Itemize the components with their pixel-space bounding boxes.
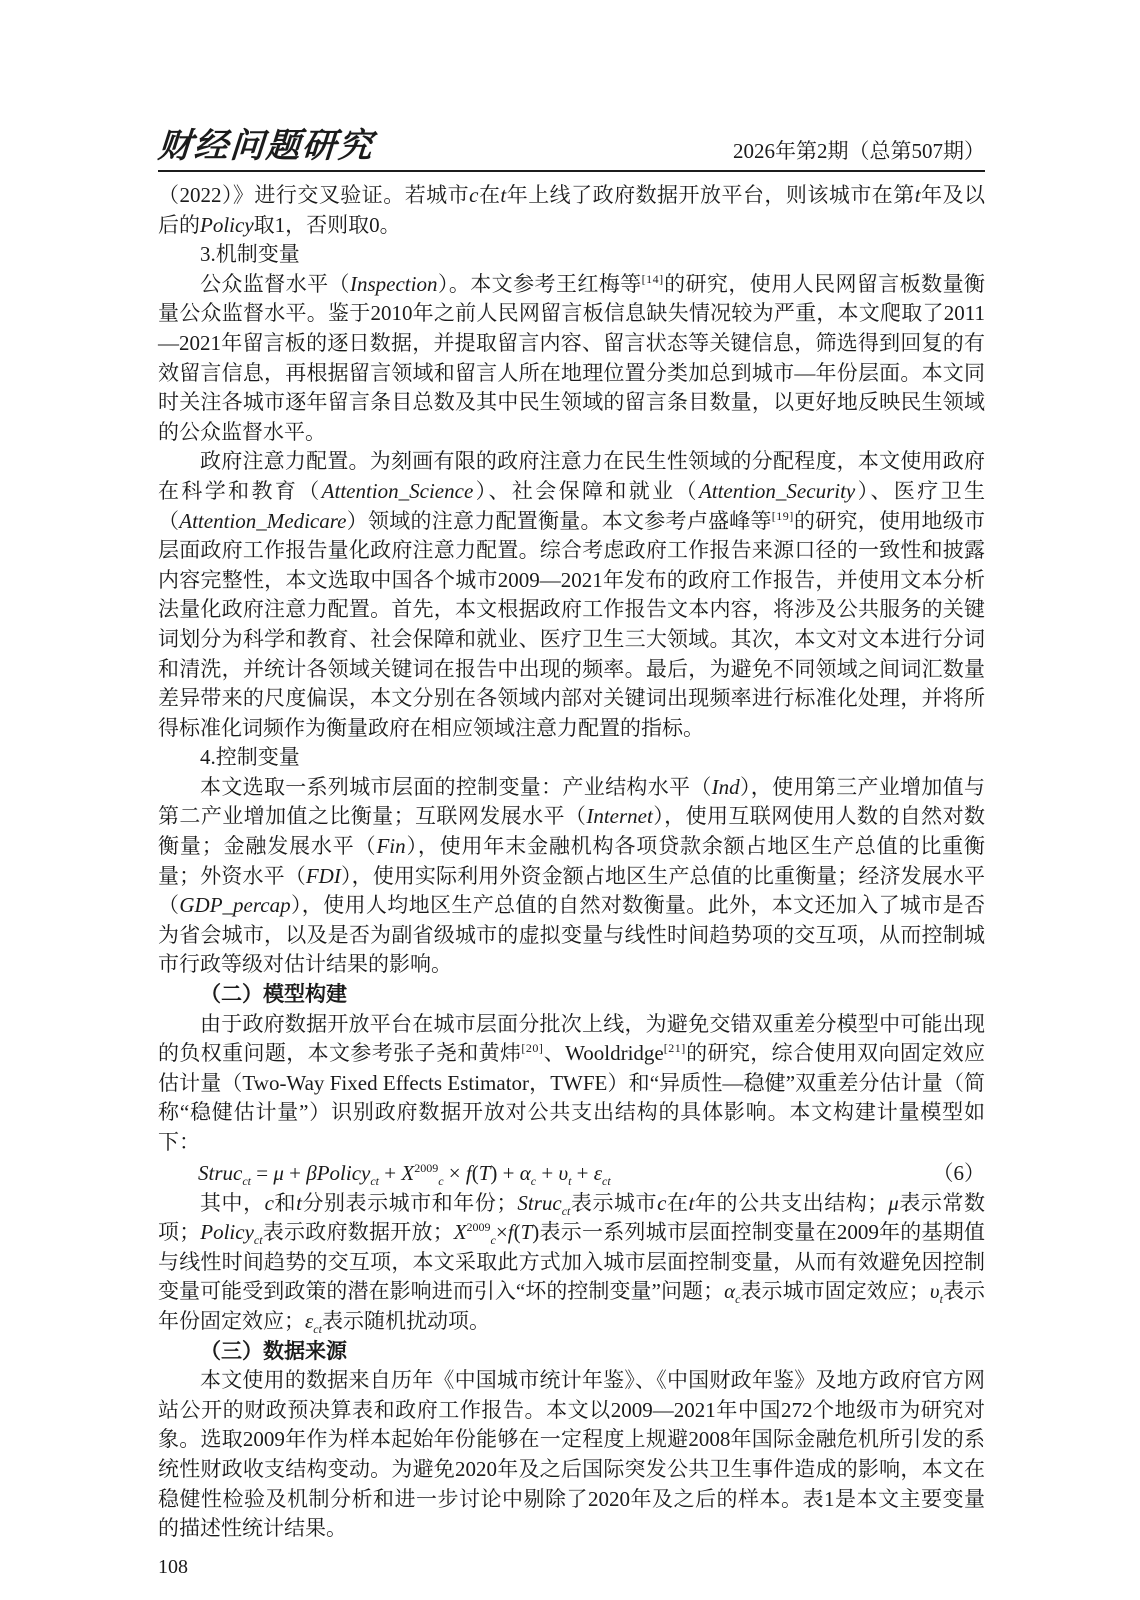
equation: Struc$_{ct}$ = μ + βPolicy$_{ct}$ + $X^{2009}_c \times f(T) + \alpha_c + \upsilon_t + \varepsilon_{ct}$ （6） <box>158 1158 985 1189</box>
paragraph: 由于政府数据开放平台在城市层面分批次上线，为避免交错双重差分模型中可能出现的负权重问题，本文参考张子尧和黄炜[20]、Wooldridge[21]的研究，综合使用双向固定效应估计量（Two-Way Fixed Effects Estimator，TWFE）和“异质性—稳健”双重差分估计量（简称“稳健估计量”）识别政府数据开放对公共支出结构的具体影响。本文构建计量模型如下： <box>158 1011 985 1154</box>
page-number: 108 <box>158 1555 188 1578</box>
section-heading: （三）数据来源 <box>200 1339 347 1363</box>
page-footer <box>158 1556 985 1579</box>
article-body <box>158 181 985 1544</box>
sub-heading: 3.机制变量 <box>200 242 300 267</box>
sub-heading: 4.控制变量 <box>200 745 300 770</box>
paragraph: 本文选取一系列城市层面的控制变量：产业结构水平（Ind），使用第三产业增加值与第二产业增加值之比衡量；互联网发展水平（Internet），使用互联网使用人数的自然对数衡量；金融发展水平（Fin），使用年末金融机构各项贷款余额占地区生产总值的比重衡量；外资水平（FDI），使用实际利用外资金额占地区生产总值的比重衡量；经济发展水平（GDP_percap），使用人均地区生产总值的自然对数衡量。此外，本文还加入了城市是否为省会城市，以及是否为副省级城市的虚拟变量与线性时间趋势项的交互项，从而控制城市行政等级对估计结果的影响。 <box>158 774 986 977</box>
paragraph: （2022）》进行交叉验证。若城市c在t年上线了政府数据开放平台，则该城市在第t年及以后的Policy取1，否则取0。 <box>158 183 986 237</box>
paragraph: 政府注意力配置。为刻画有限的政府注意力在民生性领域的分配程度，本文使用政府在科学和教育（Attention_Science）、社会保障和就业（Attention_Security）、医疗卫生（Attention_Medicare）领域的注意力配置衡量。本文参考卢盛峰等[19]的研究，使用地级市层面政府工作报告量化政府注意力配置。综合考虑政府工作报告来源口径的一致性和披露内容完整性，本文选取中国各个城市2009—2021年发布的政府工作报告，并使用文本分析法量化政府注意力配置。首先，本文根据政府工作报告文本内容，将涉及公共服务的关键词划分为科学和教育、社会保障和就业、医疗卫生三大领域。其次，本文对文本进行分词和清洗，并统计各领域关键词在报告中出现的频率。最后，为避免不同领域之间词汇数量差异带来的尺度偏误，本文分别在各领域内部对关键词出现频率进行标准化处理，并将所得标准化词频作为衡量政府在相应领域注意力配置的指标。 <box>158 449 986 740</box>
equation-number: （6） <box>932 1160 985 1185</box>
paragraph: 其中，c和t分别表示城市和年份；Struc$_{ct}$表示城市c在t年的公共支出结构；μ表示常数项；Policy$_{ct}$表示政府数据开放；$X^{2009}_c\times f(T)$表示一系列城市层面控制变量在2009年的基期值与线性时间趋势的交互项，本文采取此方式加入城市层面控制变量，从而有效避免因控制变量可能受到政策的潜在影响进而引入“坏的控制变量”问题；$\alpha_c$表示城市固定效应；$\upsilon_t$表示年份固定效应；$\varepsilon_{ct}$表示随机扰动项。 <box>158 1190 986 1337</box>
section-heading: （二）模型构建 <box>200 983 347 1007</box>
issue-info: 2026年第2期（总第507期） <box>733 139 985 163</box>
paragraph: 本文使用的数据来自历年《中国城市统计年鉴》、《中国财政年鉴》及地方政府官方网站公开的财政预决算表和政府工作报告。本文以2009—2021年中国272个地级市为研究对象。选取2009年作为样本起始年份能够在一定程度上规避2008年国际金融危机所引发的系统性财政收支结构变动。为避免2020年及之后国际突发公共卫生事件造成的影响，本文在稳健性检验及机制分析和进一步讨论中剔除了2020年及之后的样本。表1是本文主要变量的描述性统计结果。 <box>158 1368 985 1541</box>
page-header <box>158 130 985 172</box>
paragraph: 公众监督水平（Inspection）。本文参考王红梅等[14]的研究，使用人民网留言板数量衡量公众监督水平。鉴于2010年之前人民网留言板信息缺失情况较为严重，本文爬取了2011—2021年留言板的逐日数据，并提取留言内容、留言状态等关键信息，筛选得到回复的有效留言信息，再根据留言领域和留言人所在地理位置分类加总到城市—年份层面。本文同时关注各城市逐年留言条目总数及其中民生领域的留言条目数量，以更好地反映民生领域的公众监督水平。 <box>158 271 986 444</box>
journal-logo: 财经问题研究 <box>156 128 376 165</box>
